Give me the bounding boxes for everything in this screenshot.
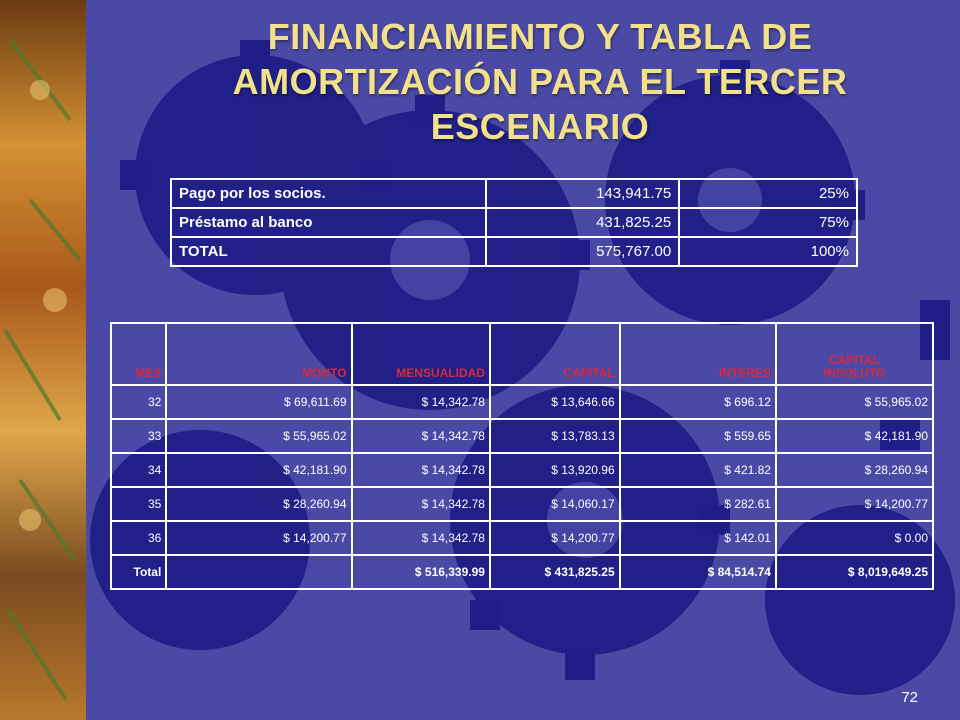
- cell-mes: 33: [111, 419, 166, 453]
- cell-mes: 35: [111, 487, 166, 521]
- table-row: [111, 521, 933, 555]
- table-row: [171, 179, 857, 208]
- cell-interes: $ 142.01: [620, 521, 776, 555]
- column-header: INTERES: [620, 323, 776, 385]
- column-header: MONTO: [166, 323, 351, 385]
- cell-capital-insoluto: $ 0.00: [776, 521, 933, 555]
- financing-amount: 431,825.25: [486, 208, 679, 237]
- cell-capital: $ 431,825.25: [490, 555, 620, 589]
- cell-interes: $ 282.61: [620, 487, 776, 521]
- column-header: CAPITAL: [490, 323, 620, 385]
- financing-label: Pago por los socios.: [171, 179, 486, 208]
- header-row: [111, 323, 933, 385]
- cell-capital: $ 14,200.77: [490, 521, 620, 555]
- cell-capital-insoluto: $ 42,181.90: [776, 419, 933, 453]
- page-number: 72: [901, 689, 918, 706]
- financing-amount: 575,767.00: [486, 237, 679, 266]
- cell-monto: $ 69,611.69: [166, 385, 351, 419]
- cell-mensualidad: $ 14,342.78: [352, 419, 490, 453]
- decorative-strip: [0, 0, 86, 720]
- cell-capital: $ 13,783.13: [490, 419, 620, 453]
- table-row: [111, 385, 933, 419]
- table-row: [111, 453, 933, 487]
- cell-monto: $ 55,965.02: [166, 419, 351, 453]
- cell-mensualidad: $ 14,342.78: [352, 521, 490, 555]
- table-row: [111, 419, 933, 453]
- financing-amount: 143,941.75: [486, 179, 679, 208]
- column-header: MENSUALIDAD: [352, 323, 490, 385]
- cell-interes: $ 421.82: [620, 453, 776, 487]
- amortization-table: [110, 322, 934, 590]
- cell-interes: $ 559.65: [620, 419, 776, 453]
- cell-capital: $ 13,920.96: [490, 453, 620, 487]
- cell-mensualidad: $ 14,342.78: [352, 385, 490, 419]
- slide-title: FINANCIAMIENTO Y TABLA DE AMORTIZACIÓN PARA EL TERCER ESCENARIO: [232, 16, 848, 147]
- cell-mensualidad: $ 14,342.78: [352, 487, 490, 521]
- cell-capital-insoluto: $ 14,200.77: [776, 487, 933, 521]
- cell-capital-insoluto: $ 8,019,649.25: [776, 555, 933, 589]
- cell-interes: $ 696.12: [620, 385, 776, 419]
- total-label: Total: [111, 555, 166, 589]
- financing-label: TOTAL: [171, 237, 486, 266]
- column-header: CAPITAL INSOLUTO: [776, 323, 933, 385]
- financing-percent: 100%: [679, 237, 857, 266]
- cell-interes: $ 84,514.74: [620, 555, 776, 589]
- cell-mes: 36: [111, 521, 166, 555]
- cell-mes: 32: [111, 385, 166, 419]
- cell-capital: $ 13,646.66: [490, 385, 620, 419]
- cell-mensualidad: $ 516,339.99: [352, 555, 490, 589]
- column-header: MES: [111, 323, 166, 385]
- cell-mensualidad: $ 14,342.78: [352, 453, 490, 487]
- cell-capital: $ 14,060.17: [490, 487, 620, 521]
- cell-monto: $ 14,200.77: [166, 521, 351, 555]
- table-row: [111, 487, 933, 521]
- cell-capital-insoluto: $ 28,260.94: [776, 453, 933, 487]
- financing-label: Préstamo al banco: [171, 208, 486, 237]
- financing-percent: 25%: [679, 179, 857, 208]
- cell-monto: $ 28,260.94: [166, 487, 351, 521]
- cell-capital-insoluto: $ 55,965.02: [776, 385, 933, 419]
- cell-monto: [166, 555, 351, 589]
- table-row: [171, 208, 857, 237]
- financing-percent: 75%: [679, 208, 857, 237]
- financing-table: [170, 178, 858, 267]
- cell-monto: $ 42,181.90: [166, 453, 351, 487]
- table-row: [171, 237, 857, 266]
- cell-mes: 34: [111, 453, 166, 487]
- total-row: [111, 555, 933, 589]
